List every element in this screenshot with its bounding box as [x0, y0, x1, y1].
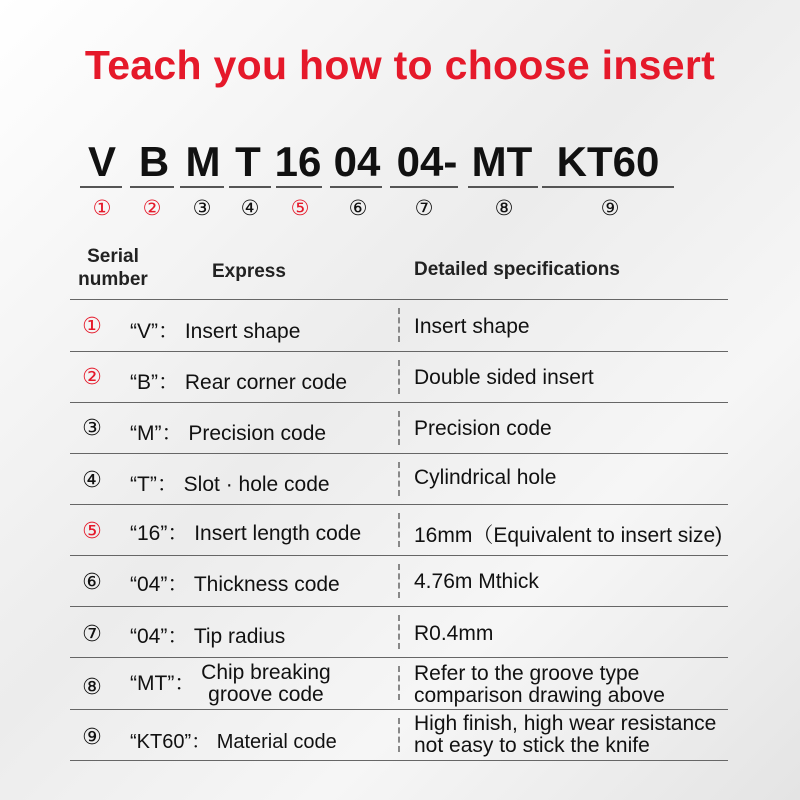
column-divider	[398, 666, 400, 700]
row-express	[130, 620, 285, 650]
column-divider	[398, 308, 400, 342]
row-spec: 16mm（Equivalent to insert size)	[414, 524, 723, 547]
row-express-text: Insert shape	[184, 320, 301, 343]
row-spec	[414, 713, 716, 757]
row-divider	[70, 453, 728, 454]
row-code: “16”：	[130, 522, 189, 545]
header-spec: Detailed specifications	[414, 259, 620, 280]
code-number: ⑥	[348, 197, 368, 220]
code-number: ②	[142, 197, 162, 220]
code-underline	[80, 186, 122, 188]
code-number: ③	[192, 197, 212, 220]
row-code: “T”：	[130, 473, 178, 496]
row-spec	[414, 663, 665, 707]
code-number: ⑦	[414, 197, 434, 220]
code-number: ①	[92, 197, 112, 220]
row-code: “MT”：	[130, 672, 196, 695]
row-express	[130, 517, 361, 547]
code-number: ⑨	[600, 197, 620, 220]
code-part-16: 16	[274, 138, 322, 185]
code-part-04b: 04-	[396, 138, 458, 185]
row-express-line1: Chip breaking	[201, 661, 331, 684]
row-number: ④	[82, 467, 102, 492]
row-express-line2: groove code	[208, 683, 324, 706]
code-number: ⑧	[494, 197, 514, 220]
row-divider	[70, 760, 728, 761]
row-divider	[70, 555, 728, 556]
row-express	[130, 568, 340, 598]
code-number: ④	[240, 197, 260, 220]
page-title: Teach you how to choose insert	[84, 42, 716, 88]
row-spec: Double sided insert	[414, 366, 594, 389]
row-express	[130, 468, 330, 498]
row-express-text: Insert length code	[194, 522, 362, 545]
row-number: ⑧	[82, 674, 102, 699]
row-spec: R0.4mm	[414, 622, 494, 645]
row-spec-line1: High finish, high wear resistance	[414, 712, 717, 735]
row-code: “V”：	[130, 320, 179, 343]
row-express	[130, 417, 326, 447]
row-express	[130, 366, 347, 396]
row-code: “04”：	[130, 625, 189, 648]
column-divider	[398, 513, 400, 547]
row-number: ⑤	[82, 518, 102, 543]
code-underline	[276, 186, 322, 188]
row-number: ⑨	[82, 724, 102, 749]
row-spec-line1: Refer to the groove type	[414, 662, 640, 685]
code-underline	[468, 186, 538, 188]
row-code: “B”：	[130, 371, 179, 394]
row-spec: Insert shape	[414, 315, 530, 338]
header-serial-line1: Serial	[87, 246, 139, 267]
row-divider	[70, 351, 728, 352]
column-divider	[398, 411, 400, 445]
column-divider	[398, 360, 400, 394]
header-serial-line2: number	[78, 269, 148, 290]
row-express-text	[201, 662, 331, 706]
row-number: ⑥	[82, 569, 102, 594]
code-part-b: B	[138, 138, 170, 185]
header-express: Express	[212, 261, 286, 282]
row-express-text: Precision code	[188, 422, 327, 445]
code-part-mt: MT	[471, 138, 533, 185]
row-express-text: Rear corner code	[184, 371, 348, 394]
row-express-text: Tip radius	[193, 625, 286, 648]
row-divider	[70, 606, 728, 607]
row-code: “04”：	[130, 573, 189, 596]
code-part-kt60: KT60	[556, 138, 660, 185]
row-code: “M”：	[130, 422, 183, 445]
row-divider	[70, 709, 728, 710]
code-part-m: M	[185, 138, 221, 185]
code-part-v: V	[87, 138, 116, 185]
code-underline	[542, 186, 674, 188]
row-express-text: Thickness code	[193, 573, 340, 596]
column-divider	[398, 718, 400, 752]
code-underline	[330, 186, 382, 188]
row-express	[130, 662, 331, 706]
row-divider	[70, 402, 728, 403]
row-express-text: Material code	[216, 731, 337, 753]
row-express	[130, 725, 337, 754]
row-divider	[70, 299, 728, 300]
row-divider	[70, 657, 728, 658]
code-underline	[130, 186, 174, 188]
row-spec: 4.76m Mthick	[414, 570, 539, 593]
code-underline	[390, 186, 458, 188]
column-divider	[398, 564, 400, 598]
code-part-t: T	[235, 138, 261, 185]
row-number: ②	[82, 364, 102, 389]
column-divider	[398, 462, 400, 496]
header-serial	[70, 245, 156, 291]
row-spec-line2: comparison drawing above	[414, 684, 665, 707]
row-divider	[70, 504, 728, 505]
row-number: ⑦	[82, 621, 102, 646]
code-part-04a: 04	[333, 138, 381, 185]
row-number: ③	[82, 415, 102, 440]
code-underline	[180, 186, 224, 188]
row-express-text: Slot · hole code	[183, 473, 330, 496]
row-spec: Precision code	[414, 417, 552, 440]
row-spec: Cylindrical hole	[414, 466, 557, 489]
row-number: ①	[82, 313, 102, 338]
row-spec-line2: not easy to stick the knife	[414, 734, 650, 757]
row-express	[130, 315, 300, 345]
code-underline	[229, 186, 271, 188]
code-number: ⑤	[290, 197, 310, 220]
row-code: “KT60”：	[130, 731, 212, 753]
column-divider	[398, 615, 400, 649]
